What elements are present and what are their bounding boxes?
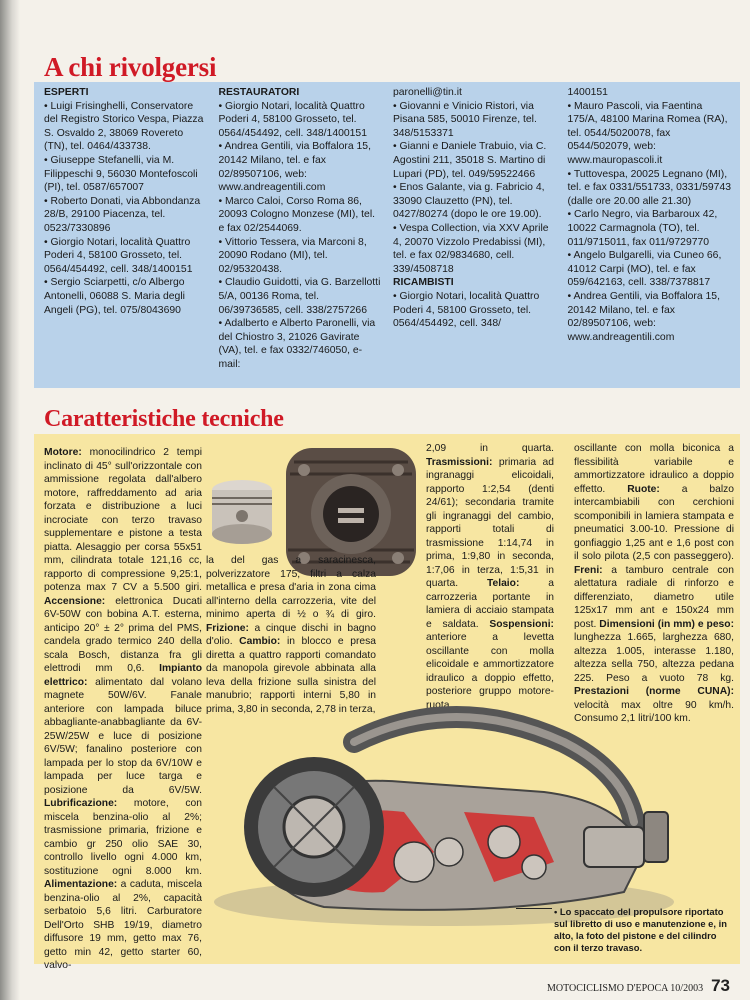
spec-label-accensione: Accensione: — [44, 595, 106, 607]
spec-text-trasmissioni: primaria ad ingranaggi elicoidali, rapporto 1:2,54 (denti 24/61); secondaria tramite gli ingranaggi del cambio, rapporti totali di trasmissione 1:14,74 in prima, 1:9,80 in seconda, 1:7,06 in terza, 1:5,31 in quarta. — [426, 456, 554, 589]
contact-entry: • Vittorio Tessera, via Marconi 8, 20090 Rodano (MI), tel. 02/95320438. — [218, 236, 367, 275]
spec-text-frizione: a cinque dischi in bagno d'olio. — [206, 622, 376, 647]
spec-text-freni: a tamburo centrale con alettatura radiale di rinforzo e differenziato, diametro utile 125x17 mm ant e 150x24 mm post. — [574, 564, 734, 630]
contact-entry: • Enos Galante, via g. Fabricio 4, 33090 Clauzetto (PN), tel. 0427/80274 (dopo le ore 19.00). — [393, 182, 545, 221]
contacts-box — [34, 82, 740, 388]
contact-entry: • Roberto Donati, via Abbondanza 28/B, 29100 Piacenza, tel. 0523/7330896 — [44, 195, 201, 234]
contact-entry: • Tuttovespa, 20025 Legnano (MI), tel. e fax 0331/551733, 0331/59743 (dalle ore 20.00 alle 21.30) — [567, 168, 732, 207]
contact-entry: • Giorgio Notari, località Quattro Poderi 4, 58100 Grosseto, tel. 0564/454492, cell. 348/1400151 — [44, 236, 193, 275]
spec-text-cambio: in blocco e presa diretta a quattro rapporti comandato da manopola girevole abbinata alla leva della frizione sulla sinistra del manubrio; rapporti interni 5,80 in prima, 3,80 in seconda, 2,78 in terza, — [206, 636, 376, 715]
contact-entry: • Giuseppe Stefanelli, via M. Filippeschi 9, 56030 Montefoscoli (PI), tel. 0587/657007 — [44, 154, 198, 194]
specs-column-2 — [206, 554, 376, 716]
contact-entry: 1400151 — [567, 87, 608, 98]
contact-entry: • Luigi Frisinghelli, Conservatore del Registro Storico Vespa, Piazza S. Osvaldo 2, 38069 Rovereto (TN), tel. 0464/433738. — [44, 100, 204, 153]
spec-text-ruote: a balzo intercambiabili con cerchioni scomponibili in lamiera stampata e pneumatici 3.00-10. Pressione di gonfiaggio 1,25 ant e 1,6 post con il solo pilota (2,5 con passeggero). — [574, 483, 734, 562]
spec-label-impianto: Impianto elettrico: — [44, 663, 202, 688]
contact-entry: • Angelo Bulgarelli, via Cuneo 66, 41012 Carpi (MO), tel. e fax 059/642163, cell. 338/7378817 — [567, 250, 722, 289]
spec-label-alimentazione: Alimentazione: — [44, 879, 118, 890]
spec-text-quarta: 2,09 in quarta. — [426, 443, 554, 454]
spec-text-valvola: la del gas a saracinesca, polverizzatore 175, filtri a calza metallica e presa d'aria in zona cima all'interno della carrozzeria, vite del minimo aperta di ½ o ¾ di giro. — [206, 555, 376, 620]
spec-label-cambio: Cambio: — [239, 636, 281, 647]
spec-label-sospensioni: Sospensioni: — [489, 618, 554, 630]
contact-entry: • Giovanni e Vinicio Ristori, via Pisana 585, 50010 Firenze, tel. 348/5153371 — [393, 100, 537, 139]
contact-section-heading: ESPERTI — [44, 87, 89, 98]
spec-text-alimentazione: a caduta, miscela benzina-olio al 2%, capacità serbatoio 5,6 litri. Carburatore Dell'Orto SHB 19/19, diametro diffusore 19 mm, getto max 76, getto min 42, getto starter 60, valvo- — [44, 879, 202, 971]
contact-section-heading: RESTAURATORI — [218, 87, 300, 98]
contact-entry: • Carlo Negro, via Barbaroux 42, 10022 Carmagnola (TO), tel. 011/9715011, fax 011/9729770 — [567, 209, 718, 248]
spec-text-impianto: alimentato dal volano magnete 50W/6V. Fanale anteriore con lampada biluce abbagliante-anabbagliante da 6V-25W/25W e luce di posizione 6V/5W; fanalino posteriore con lampada per lo stop da 6V/10W e lampada per luce targa e posizione da 6V/5W. — [44, 676, 202, 796]
caption-leader-line — [516, 908, 552, 909]
spec-text-prestazioni: velocità max oltre 90 km/h. Consumo 2,1 litri/100 km. — [574, 699, 734, 724]
spec-text-accensione: elettronica Ducati 6V-50W con bobina A.T. esterna, anticipo 20° ± 2° prima del PMS, candela grado termico 240 della scala Bosch, distanza fra gli elettrodi mm 0,6. — [44, 595, 202, 674]
contacts-column-1 — [44, 86, 209, 388]
piston-photo — [202, 470, 282, 550]
contact-entry: paronelli@tin.it — [393, 87, 462, 98]
contacts-column-3 — [393, 86, 558, 388]
technical-specs-box — [34, 434, 740, 971]
contact-entry: • Claudio Guidotti, via G. Barzellotti 5/A, 00136 Roma, tel. 06/39736585, cell. 338/2757266 — [218, 277, 381, 316]
contact-entry: • Andrea Gentili, via Boffalora 15, 20142 Milano, tel. e fax 02/89507106, web: www.andreagentili.com — [218, 141, 371, 194]
spec-text-sospensioni: anteriore a levetta oscillante con molla elicoidale e ammortizzatore idraulico a doppio effetto, posteriore gruppo motore-ruota — [426, 632, 554, 711]
illustration-caption: • Lo spaccato del propulsore riportato sul libretto di uso e manutenzione e, in alto, la foto del pistone e del cilindro con il terzo travaso. — [554, 906, 727, 953]
spec-text-oscillante: oscillante con molla biconica a flessibilità variabile e ammortizzatore idraulico a doppio effetto. — [574, 443, 734, 495]
spec-text-motore: monocilindrico 2 tempi inclinato di 45° sull'orizzontale con ammissione regolata dall'albero motore, raffreddamento ad aria forzata e distribuzione a luci incrociate con terzo travaso supplementare e pistone a testa piatta. Alesaggio per corsa 55x51 mm, cilindrata totale 121,16 cc, rapporto di compressione 9,25:1, potenza max 7 CV a 5.500 giri. — [44, 447, 202, 593]
contact-entry: • Mauro Pascoli, via Faentina 175/A, 48100 Marina Romea (RA), tel. 0544/5020078, fax 0544/502079, web: www.mauropascoli.it — [567, 100, 728, 166]
spec-label-telaio: Telaio: — [486, 578, 520, 589]
spec-label-motore: Motore: — [44, 447, 82, 458]
contact-entry: • Giorgio Notari, località Quattro Poderi 4, 58100 Grosseto, tel. 0564/454492, cell. 348/1400151 — [218, 100, 367, 139]
contact-entry: • Adalberto e Alberto Paronelli, via del Chiostro 3, 21026 Gavirate (VA), tel. e fax 0332/746050, e-mail: — [218, 318, 376, 370]
spec-text-dimensioni: lunghezza 1.665, larghezza 680, altezza 1.005, interasse 1.180, altezza sella 750, altezza pedana 225. Peso a vuoto 78 kg. — [574, 632, 734, 684]
contact-entry: • Marco Caloi, Corso Roma 86, 20093 Cologno Monzese (MI), tel. e fax 02/2544069. — [218, 195, 376, 234]
contact-entry: • Gianni e Daniele Trabuio, via C. Agostini 211, 35018 S. Martino di Lupari (PD), tel. 049/59522466 — [393, 141, 547, 180]
contact-entry: • Vespa Collection, via XXV Aprile 4, 20070 Vizzolo Predabissi (MI), tel. e fax 02/9834680, cell. 339/4508718 — [393, 222, 549, 275]
section-title-contacts: A chi rivolgersi — [44, 52, 217, 82]
page-binding-shadow — [0, 0, 20, 1000]
contacts-column-2 — [219, 86, 384, 388]
contact-entry: • Giorgio Notari, località Quattro Poderi 4, 58100 Grosseto, tel. 0564/454492, cell. 348/ — [393, 290, 540, 330]
spec-label-freni: Freni: — [574, 564, 603, 576]
spec-label-prestazioni: Prestazioni (norme CUNA): — [574, 686, 734, 697]
contact-entry: • Sergio Sciarpetti, c/o Albergo Antonelli, 06088 S. Maria degli Angeli (PG), tel. 075/8043690 — [44, 277, 185, 316]
spec-label-frizione: Frizione: — [206, 622, 249, 634]
spec-label-lubrificazione: Lubrificazione: — [44, 798, 118, 809]
spec-text-telaio: a carrozzeria portante in lamiera di acciaio stampata e saldata. — [426, 578, 554, 630]
contacts-column-4 — [568, 86, 733, 388]
page-footer — [547, 976, 730, 996]
spec-label-ruote: Ruote: — [627, 483, 660, 495]
spec-text-lubrificazione: motore, con miscela benzina-olio al 2%; trasmissione primaria, frizione e cambio gr 250 olio SAE 30, controllo livello ogni 4.000 km, sostituzione ogni 8.000 km. — [44, 798, 202, 877]
engine-cutaway-illustration — [204, 702, 684, 932]
magazine-issue: MOTOCICLISMO D'EPOCA 10/2003 — [546, 983, 704, 994]
specs-column-3 — [426, 442, 554, 712]
specs-column-1 — [44, 446, 202, 973]
spec-label-dimensioni: Dimensioni (in mm) e peso: — [599, 618, 735, 630]
section-title-specs: Caratteristiche tecniche — [44, 406, 284, 432]
contact-section-heading: RICAMBISTI — [393, 277, 454, 289]
contact-entry: • Andrea Gentili, via Boffalora 15, 20142 Milano, tel. e fax 02/89507106, web: www.andreagentili.com — [567, 290, 720, 343]
specs-column-4 — [574, 442, 734, 726]
page-number: 73 — [711, 976, 730, 995]
spec-label-trasmissioni: Trasmissioni: — [426, 456, 493, 468]
